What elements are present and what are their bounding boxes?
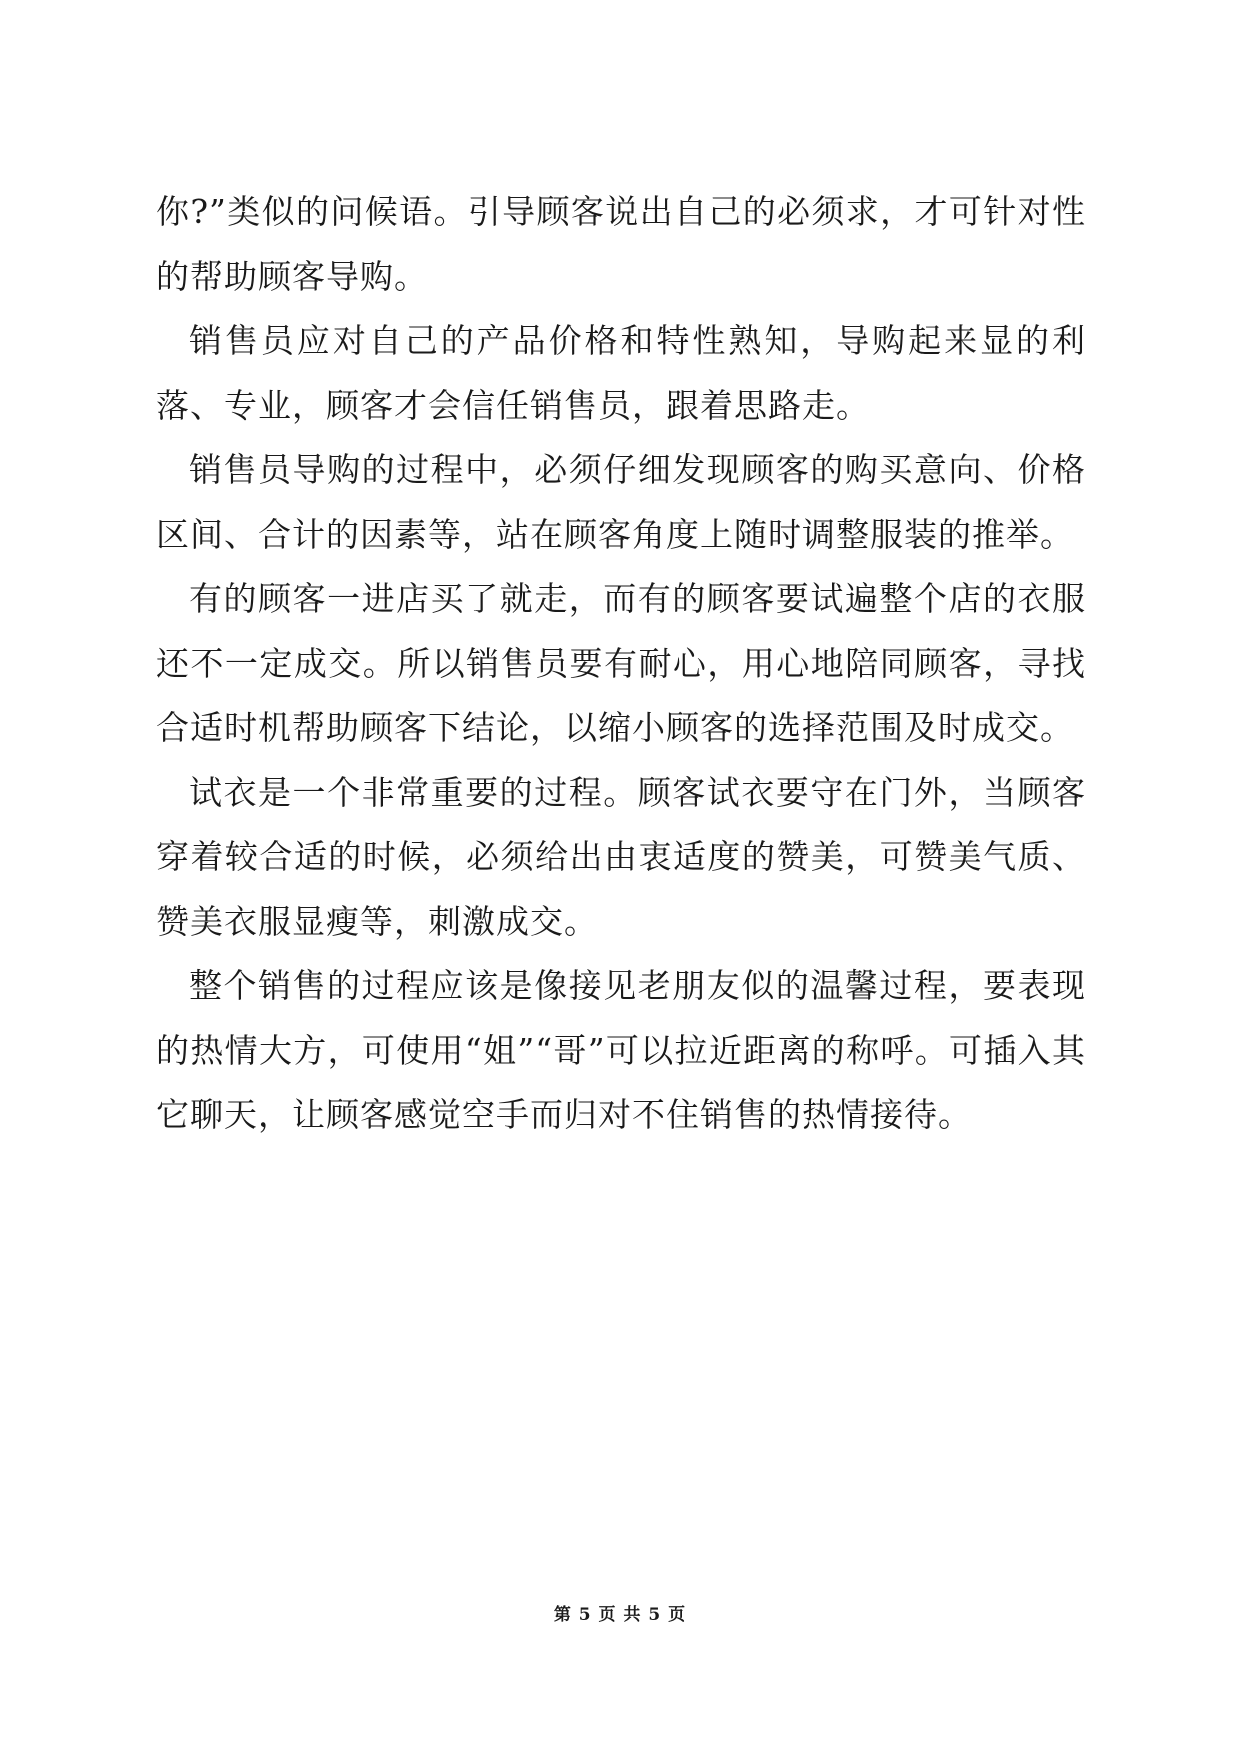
paragraph-continuation: 你?”类似的问候语。引导顾客说出自己的必须求，才可针对性的帮助顾客导购。 xyxy=(156,192,1086,296)
document-body xyxy=(156,180,1086,1148)
page-number-footer: 第 5 页 共 5 页 xyxy=(553,1605,687,1625)
paragraph-product-knowledge: 销售员应对自己的产品价格和特性熟知，导购起来显的利落、专业，顾客才会信任销售员，跟着思路走。 xyxy=(156,321,1086,425)
paragraph-warm-atmosphere: 整个销售的过程应该是像接见老朋友似的温馨过程，要表现的热情大方，可使用“姐”“哥”可以拉近距离的称呼。可插入其它聊天，让顾客感觉空手而归对不住销售的热情接待。 xyxy=(156,966,1086,1134)
paragraph-fitting: 试衣是一个非常重要的过程。顾客试衣要守在门外，当顾客穿着较合适的时候，必须给出由衷适度的赞美，可赞美气质、赞美衣服显瘦等，刺激成交。 xyxy=(156,772,1086,941)
paragraph-guiding-process: 销售员导购的过程中，必须仔细发现顾客的购买意向、价格区间、合计的因素等，站在顾客角度上随时调整服装的推举。 xyxy=(156,450,1086,554)
paragraph-patience: 有的顾客一进店买了就走，而有的顾客要试遍整个店的衣服还不一定成交。所以销售员要有耐心，用心地陪同顾客，寻找合适时机帮助顾客下结论，以缩小顾客的选择范围及时成交。 xyxy=(156,579,1086,747)
